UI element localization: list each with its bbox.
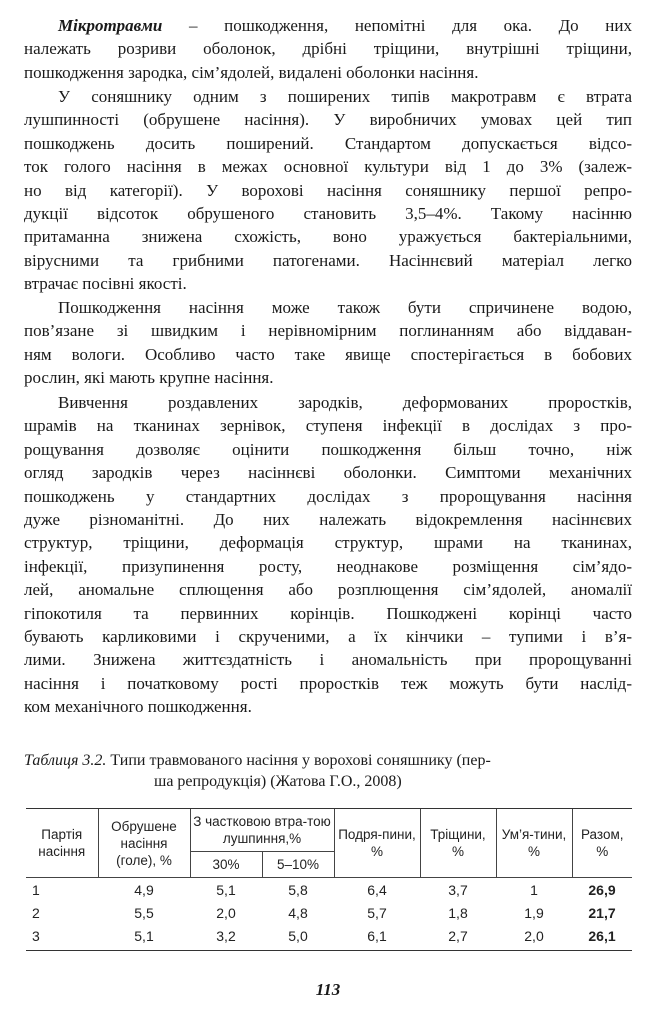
table-caption bbox=[24, 750, 632, 792]
term-microtraumas: Мікротравми bbox=[58, 16, 163, 35]
text-line: Пошкодження насіння може також бути спричинене водою, bbox=[58, 298, 632, 317]
paragraph-sunflower bbox=[24, 85, 632, 296]
text-line: гіпокотиля та первинних корінців. Пошкоджені корінці часто bbox=[24, 603, 632, 623]
header-partial-5-10: 5–10% bbox=[262, 852, 334, 878]
header-total: Разом, % bbox=[572, 809, 632, 878]
text-line: пов’язане зі швидким і нерівномірним поглинанням або віддаван- bbox=[24, 321, 632, 341]
cell-cracks: 3,7 bbox=[448, 881, 468, 898]
cell-total: 26,9 bbox=[588, 881, 616, 898]
text-line: лушпинності (обрушене насіння). У виробничих умовах цей тип bbox=[24, 110, 632, 130]
cell-dents: 2,0 bbox=[496, 924, 572, 951]
text-line: втрачає посівні якості. bbox=[24, 274, 187, 294]
text-line: притаманна знижена схожість, воно уражується бактеріальними, bbox=[24, 227, 632, 247]
table-row bbox=[26, 924, 632, 951]
header-scratches: Подря-пини, % bbox=[334, 809, 420, 878]
text-line: бувають карликовими і скрученими, а їх кінчики – тупими і в’я- bbox=[24, 627, 632, 647]
text-line: належать розриви оболонок, дрібні тріщини, внутрішні тріщини, bbox=[24, 39, 632, 59]
cell-total: 21,7 bbox=[588, 904, 616, 921]
text-line: пошкоджень у стандартних дослідах з пророщування насіння bbox=[24, 486, 632, 506]
text-line: інфекції, призупинення росту, неоднакове розміщення сім’ядо- bbox=[24, 556, 632, 576]
cell-batch: 3 bbox=[26, 924, 98, 951]
table-caption-label: Таблиця 3.2. bbox=[24, 752, 107, 769]
cell-scratches: 5,7 bbox=[367, 904, 387, 921]
header-hulled: Обрушене насіння (голе), % bbox=[98, 809, 190, 878]
cell-hulled: 5,5 bbox=[134, 904, 154, 921]
header-dents: Ум’я-тини, % bbox=[496, 809, 572, 878]
text-line: дукції відсоток обрушеного становить 3,5–4%. Такому насінню bbox=[24, 204, 632, 224]
cell-cracks: 2,7 bbox=[420, 924, 496, 951]
cell-partial-5-10: 4,8 bbox=[288, 904, 308, 921]
text-line: лей, аномальне сплющення або розплющення сім’ядолей, аномалії bbox=[24, 580, 632, 600]
text-line: насіння і початковому рості проростків теж можуть бути наслід- bbox=[24, 673, 632, 693]
text-line: рощування дозволяє оцінити пошкодження більш точно, ніж bbox=[24, 439, 632, 459]
cell-partial-5-10: 5,0 bbox=[262, 924, 334, 951]
cell-batch: 1 bbox=[32, 881, 40, 898]
text-line: ням вологи. Особливо часто таке явище спостерігається в бобових bbox=[24, 344, 632, 364]
cell-total: 26,1 bbox=[572, 924, 632, 951]
text-line: пошкодження зародка, сім’ядолей, видалені оболонки насіння. bbox=[24, 62, 479, 82]
text-line: но від категорії). У ворохові насіння соняшнику першої репро- bbox=[24, 180, 632, 200]
cell-dents: 1,9 bbox=[524, 904, 544, 921]
header-partial-loss: З частковою втра-тою лушпиння,% bbox=[190, 809, 334, 852]
header-batch: Партія насіння bbox=[26, 809, 98, 878]
page-number: 113 bbox=[315, 980, 341, 999]
table-caption-text: Типи травмованого насіння у ворохові соняшнику (пер- bbox=[106, 752, 491, 769]
cell-scratches: 6,1 bbox=[334, 924, 420, 951]
text-line: вірусними та грибними патогенами. Насіннєвий матеріал легко bbox=[24, 250, 632, 270]
cell-partial-30: 2,0 bbox=[216, 904, 236, 921]
cell-dents: 1 bbox=[530, 881, 538, 898]
cell-cracks: 1,8 bbox=[448, 904, 468, 921]
cell-hulled: 5,1 bbox=[98, 924, 190, 951]
cell-scratches: 6,4 bbox=[367, 881, 387, 898]
paragraph-study bbox=[24, 391, 632, 719]
header-cracks: Тріщини, % bbox=[420, 809, 496, 878]
header-partial-30: 30% bbox=[190, 852, 262, 878]
text-line: лими. Знижена життєздатність і аномальність при пророщуванні bbox=[24, 650, 632, 670]
text-line: шрамів на тканинах зернівок, ступеня інфекції в дослідах з про- bbox=[24, 416, 632, 436]
cell-hulled: 4,9 bbox=[134, 881, 154, 898]
cell-partial-30: 5,1 bbox=[216, 881, 236, 898]
table-caption-text-2: ша репродукція) (Жатова Г.О., 2008) bbox=[154, 773, 402, 790]
text-line: ком механічного пошкодження. bbox=[24, 697, 252, 717]
damage-types-table bbox=[26, 808, 632, 951]
text-line: рослин, які мають крупне насіння. bbox=[24, 368, 274, 388]
cell-partial-30: 3,2 bbox=[190, 924, 262, 951]
text-line: дуже різноманітні. До них належать відокремлення насіннєвих bbox=[24, 510, 632, 530]
paragraph-water-damage bbox=[24, 296, 632, 390]
table-row bbox=[26, 878, 632, 902]
text-line: огляд зародків через насіннєві оболонки. Симптоми механічних bbox=[24, 463, 632, 483]
text-line: Мікротравми – пошкодження, непомітні для ока. До них bbox=[58, 16, 632, 35]
text-line: ток голого насіння в межах основної культури від 1 до 3% (залеж- bbox=[24, 157, 632, 177]
text-line: структур, тріщини, деформація структур, шрами на тканинах, bbox=[24, 533, 632, 553]
text-line: У соняшнику одним з поширених типів макротравм є втрата bbox=[58, 87, 632, 106]
table-row bbox=[26, 901, 632, 924]
cell-partial-5-10: 5,8 bbox=[288, 881, 308, 898]
text-line: Вивчення роздавлених зародків, деформованих проростків, bbox=[58, 393, 632, 412]
text-line: пошкоджень досить поширений. Стандартом допускається відсо- bbox=[24, 133, 632, 153]
cell-batch: 2 bbox=[32, 904, 40, 921]
paragraph-microtraumas bbox=[24, 14, 632, 84]
